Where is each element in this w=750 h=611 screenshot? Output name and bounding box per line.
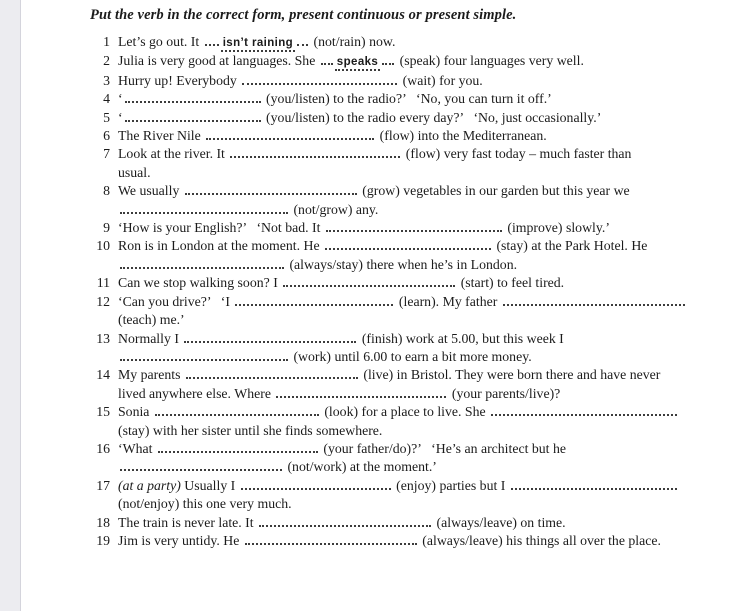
item-text: (your father/do)?’ ‘He’s an architect but he: [319, 440, 566, 456]
item-text: ‘How is your English?’ ‘Not bad. It: [118, 220, 324, 236]
blank-dotted-line: [491, 405, 677, 416]
item-continuation-line: [90, 495, 742, 513]
item-number: 6: [103, 128, 110, 144]
blank-dotted-line: [205, 35, 219, 46]
item-number: 7: [103, 146, 110, 162]
blank-dotted-line: [235, 295, 393, 306]
blank-dotted-line: [155, 405, 319, 416]
item-number: 1: [103, 34, 110, 49]
exercise-item: [90, 293, 742, 330]
item-text: (not/work) at the moment.’: [284, 459, 437, 475]
item-number: 14: [96, 367, 110, 383]
blank-dotted-line: [120, 203, 288, 214]
item-line: [90, 514, 742, 532]
item-line: [90, 33, 742, 52]
exercise-item: [90, 145, 742, 182]
item-number: 17: [96, 477, 110, 493]
exercise-item: [90, 237, 742, 274]
exercise-item: [90, 90, 742, 108]
item-text: (you/listen) to the radio?’ ‘No, you can turn it off.’: [262, 91, 552, 107]
items-container: [90, 33, 742, 550]
item-number: 15: [96, 404, 110, 420]
blank-dotted-line: [382, 54, 394, 65]
blank-dotted-line: [184, 332, 356, 343]
exercise-item: [90, 403, 742, 440]
item-line: [90, 532, 742, 550]
item-continuation-line: [90, 164, 742, 182]
exercise-item: [90, 477, 742, 514]
exercise-item: [90, 274, 742, 292]
item-text: (not/enjoy) this one very much.: [118, 496, 292, 512]
item-text: We usually: [118, 183, 183, 199]
exercise-item: [90, 366, 742, 403]
item-number: 5: [103, 109, 110, 125]
item-continuation-line: [90, 385, 742, 403]
item-text: ‘Can you drive?’ ‘I: [118, 293, 234, 309]
item-continuation-line: [90, 201, 742, 219]
item-text: My parents: [118, 367, 184, 383]
item-number: 18: [96, 514, 110, 530]
item-text: Usually I: [180, 477, 239, 493]
item-text: (stay) with her sister until she finds somewhere.: [118, 422, 383, 438]
item-text: (work) until 6.00 to earn a bit more money.: [290, 348, 532, 364]
item-text: Hurry up! Everybody: [118, 72, 241, 88]
item-line: [90, 72, 742, 90]
item-number: 12: [96, 293, 110, 309]
item-line: [90, 403, 742, 421]
blank-dotted-line: [186, 368, 358, 379]
item-text: (grow) vegetables in our garden but this year we: [358, 183, 630, 199]
item-text: (flow) very fast today – much faster than: [402, 146, 632, 162]
blank-dotted-line: [125, 111, 261, 122]
item-line: [90, 182, 742, 200]
handwritten-answer: isn’t raining: [221, 37, 295, 52]
item-number: 9: [103, 220, 110, 236]
item-text: Look at the river. It: [118, 146, 229, 162]
item-text: (teach) me.’: [118, 312, 185, 328]
exercise-item: [90, 182, 742, 219]
item-text: usual.: [118, 164, 151, 180]
item-text: ‘: [118, 109, 123, 125]
blank-dotted-line: [297, 35, 308, 46]
blank-dotted-line: [125, 92, 261, 103]
exercise-item: [90, 127, 742, 145]
blank-dotted-line: [325, 239, 491, 250]
blank-dotted-line: [276, 387, 446, 398]
item-line: [90, 52, 742, 71]
item-text: (improve) slowly.’: [503, 220, 610, 236]
blank-dotted-line: [511, 479, 677, 490]
item-continuation-line: [90, 422, 742, 440]
item-line: [90, 127, 742, 145]
item-line: [90, 293, 742, 311]
item-text: (not/rain) now.: [310, 34, 396, 49]
item-continuation-line: [90, 348, 742, 366]
item-continuation-line: [90, 458, 742, 476]
item-line: [90, 440, 742, 458]
item-line: [90, 237, 742, 255]
item-text: (at a party): [118, 477, 181, 493]
exercise-item: [90, 72, 742, 90]
item-text: (always/leave) on time.: [433, 514, 566, 530]
blank-dotted-line: [241, 479, 391, 490]
item-text: (look) for a place to live. She: [320, 404, 490, 420]
blank-dotted-line: [158, 442, 318, 453]
exercise-item: [90, 219, 742, 237]
item-number: 3: [103, 72, 110, 88]
item-text: The train is never late. It: [118, 514, 258, 530]
item-text: ‘: [118, 91, 123, 107]
exercise-item: [90, 52, 742, 71]
blank-dotted-line: [321, 54, 333, 65]
item-text: lived anywhere else. Where: [118, 385, 275, 401]
item-text: (you/listen) to the radio every day?’ ‘No, just occasionally.’: [262, 109, 602, 125]
item-text: Can we stop walking soon? I: [118, 275, 282, 291]
blank-dotted-line: [206, 129, 374, 140]
item-continuation-line: [90, 311, 742, 329]
blank-dotted-line: [185, 184, 357, 195]
item-text: (always/leave) his things all over the place.: [418, 532, 661, 548]
item-text: (learn). My father: [395, 293, 501, 309]
item-line: [90, 90, 742, 108]
item-line: [90, 477, 742, 495]
blank-dotted-line: [242, 74, 397, 85]
item-continuation-line: [90, 256, 742, 274]
item-text: (start) to feel tired.: [457, 275, 565, 291]
blank-dotted-line: [230, 147, 400, 158]
exercise-instruction: Put the verb in the correct form, present continuous or present simple.: [90, 7, 517, 23]
item-number: 19: [96, 532, 110, 548]
blank-dotted-line: [245, 534, 417, 545]
item-number: 8: [103, 183, 110, 199]
item-number: 4: [103, 91, 110, 107]
blank-dotted-line: [120, 258, 284, 269]
worksheet-page: [90, 7, 742, 550]
blank-dotted-line: [259, 516, 431, 527]
exercise-item: [90, 109, 742, 127]
exercise-item: [90, 330, 742, 367]
item-line: [90, 330, 742, 348]
item-text: ‘What: [118, 440, 156, 456]
blank-dotted-line: [120, 460, 282, 471]
item-text: (wait) for you.: [399, 72, 483, 88]
item-line: [90, 145, 742, 163]
item-text: (stay) at the Park Hotel. He: [493, 238, 648, 254]
item-line: [90, 219, 742, 237]
page-edge-strip: [0, 0, 21, 611]
item-line: [90, 109, 742, 127]
exercise-item: [90, 440, 742, 477]
item-text: The River Nile: [118, 128, 205, 144]
item-text: Let’s go out. It: [118, 34, 203, 49]
item-text: Normally I: [118, 330, 183, 346]
exercise-item: [90, 33, 742, 52]
item-number: 2: [103, 53, 110, 69]
item-number: 10: [96, 238, 110, 254]
item-text: (enjoy) parties but I: [392, 477, 509, 493]
item-text: Julia is very good at languages. She: [118, 53, 319, 69]
item-text: (finish) work at 5.00, but this week I: [358, 330, 564, 346]
item-number: 13: [96, 330, 110, 346]
item-text: Sonia: [118, 404, 153, 420]
blank-dotted-line: [503, 295, 685, 306]
item-number: 16: [96, 440, 110, 456]
item-text: Ron is in London at the moment. He: [118, 238, 324, 254]
item-text: (speak) four languages very well.: [396, 53, 584, 69]
item-line: [90, 274, 742, 292]
item-line: [90, 366, 742, 384]
item-text: (your parents/live)?: [448, 385, 561, 401]
blank-dotted-line: [283, 276, 455, 287]
item-text: (live) in Bristol. They were born there and have never: [359, 367, 661, 383]
item-text: (always/stay) there when he’s in London.: [286, 256, 518, 272]
blank-dotted-line: [120, 350, 288, 361]
item-number: 11: [96, 275, 110, 291]
item-text: Jim is very untidy. He: [118, 532, 243, 548]
exercise-item: [90, 532, 742, 550]
item-text: (flow) into the Mediterranean.: [376, 128, 547, 144]
item-text: (not/grow) any.: [290, 201, 379, 217]
handwritten-answer: speaks: [335, 56, 380, 71]
blank-dotted-line: [326, 221, 502, 232]
exercise-item: [90, 514, 742, 532]
